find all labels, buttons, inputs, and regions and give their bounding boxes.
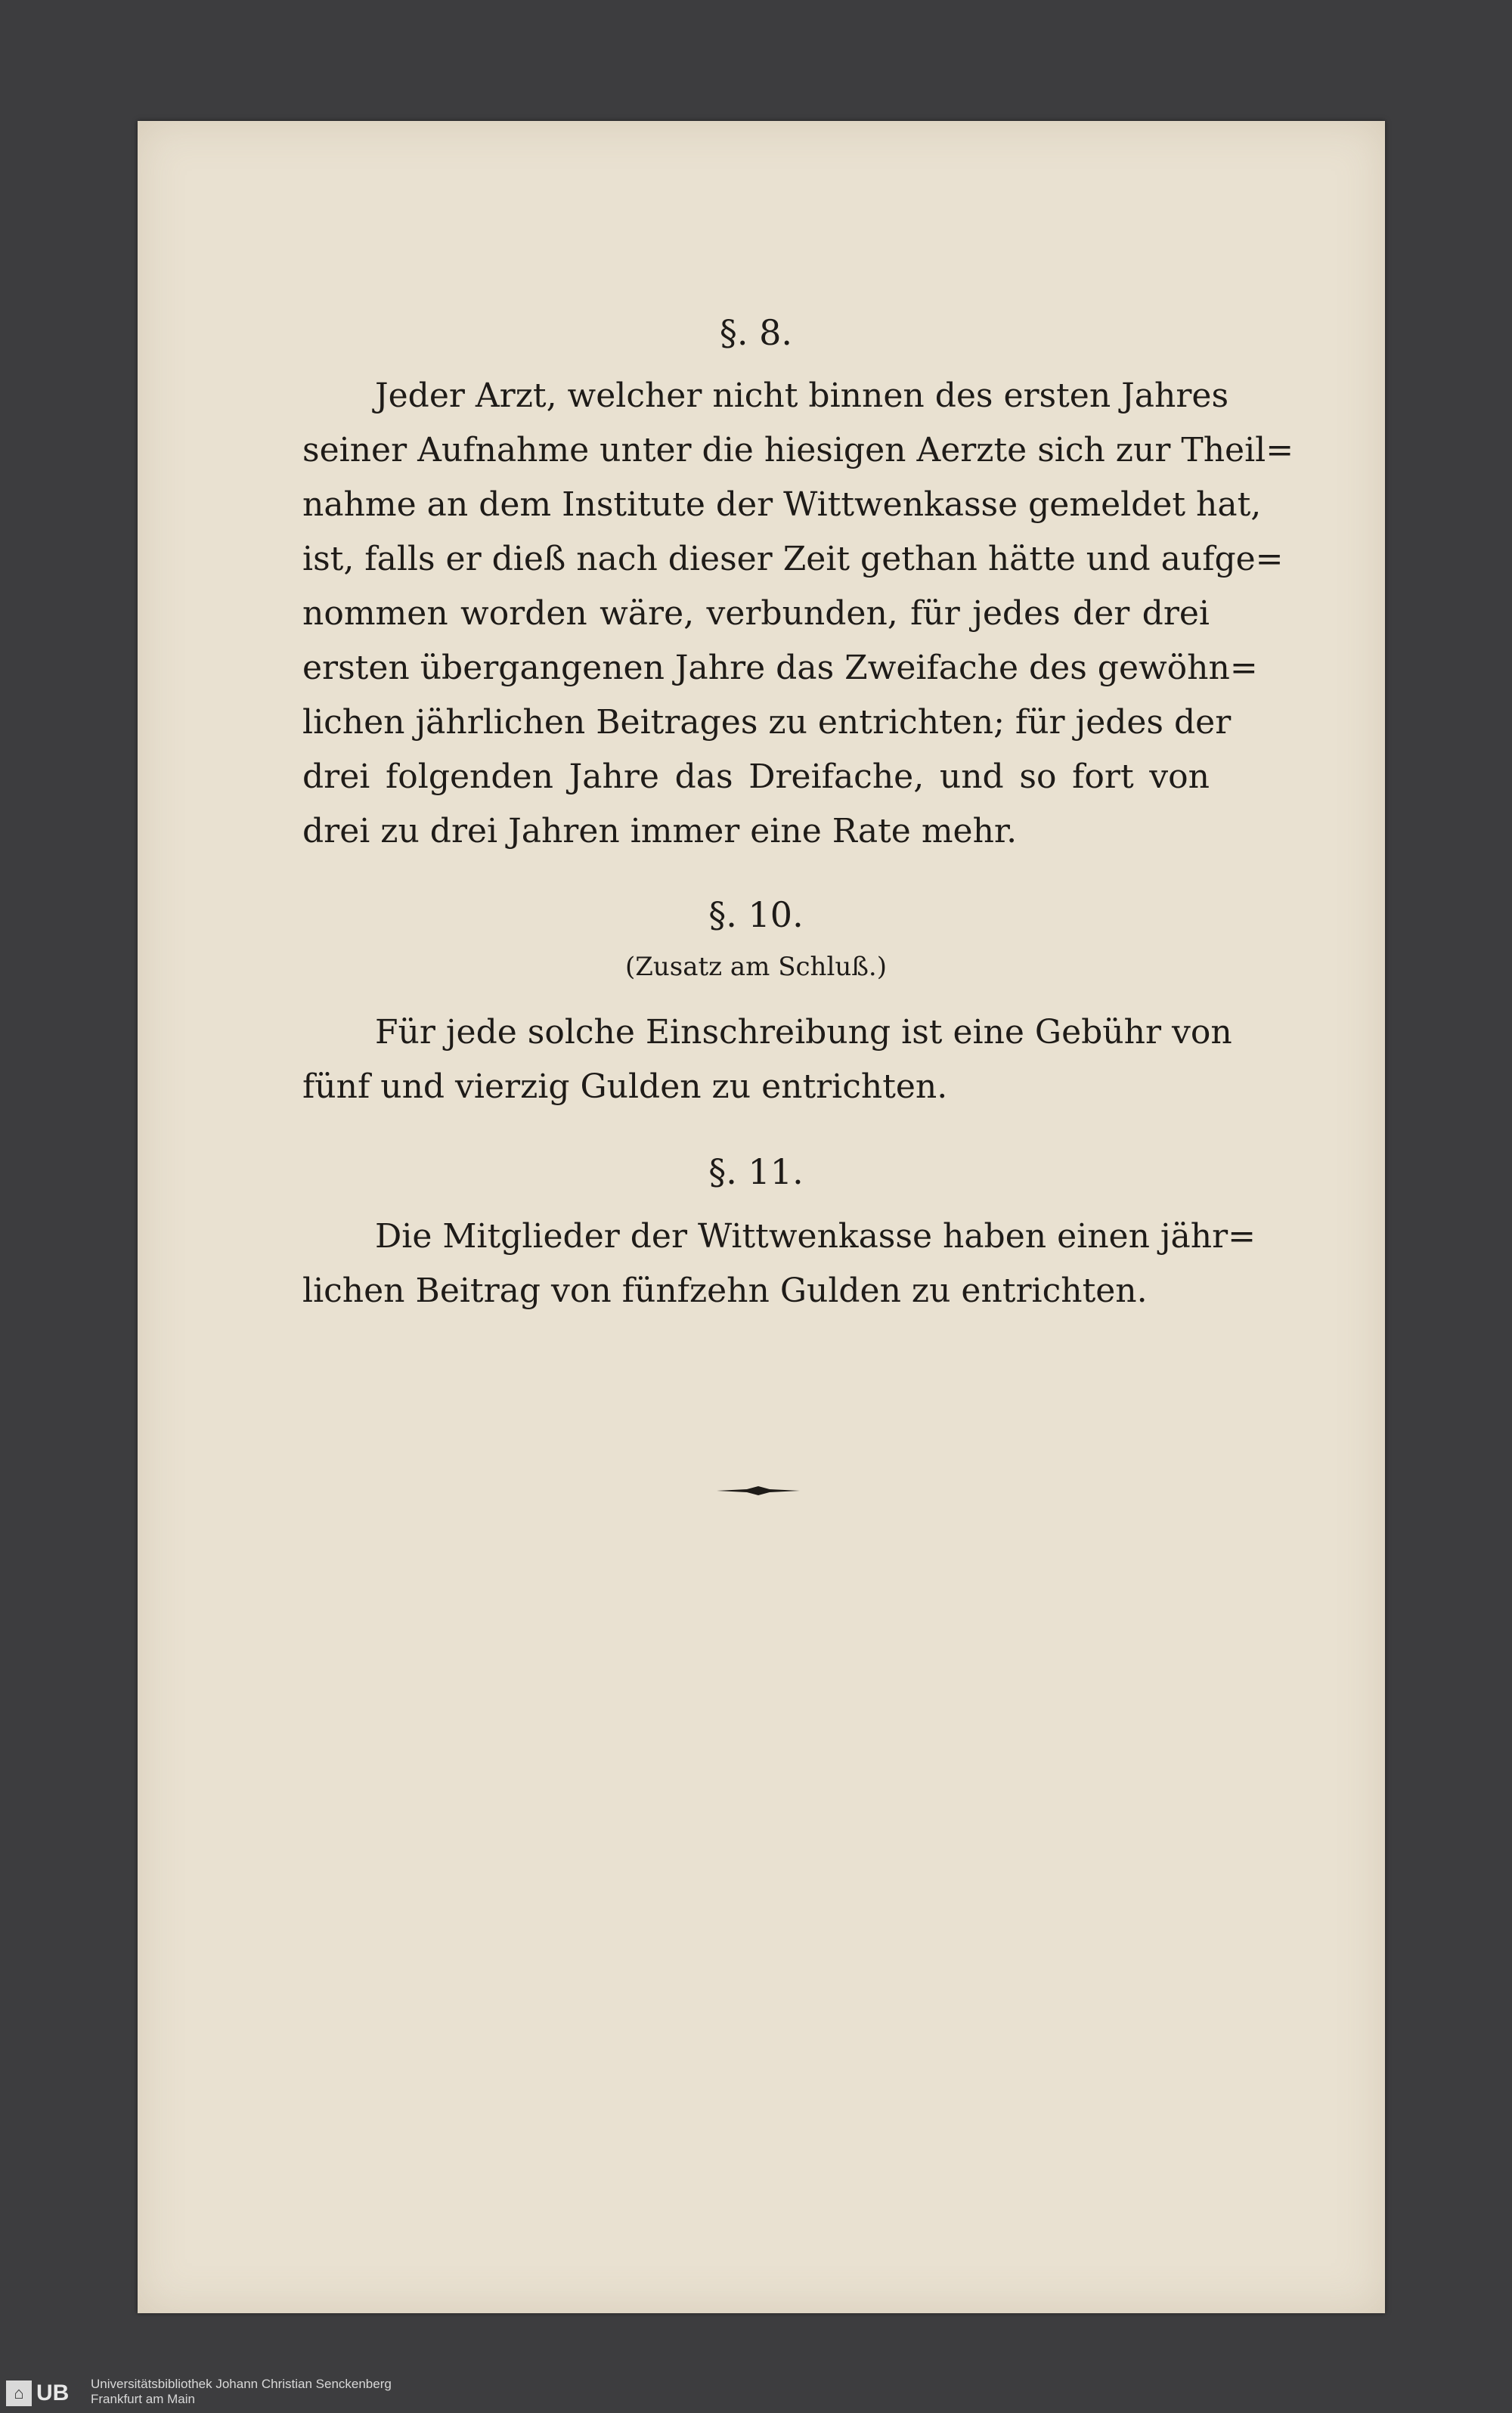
text-line: Für jede solche Einschreibung ist eine Gebühr von (375, 1013, 1232, 1052)
section-11 (302, 1149, 1210, 1194)
text-line: drei zu drei Jahren immer eine Rate mehr. (302, 812, 1018, 850)
text-line: Die Mitglieder der Wittwenkasse haben einen jähr= (375, 1217, 1256, 1256)
footer-line-2: Frankfurt am Main (91, 2392, 195, 2406)
section-heading: §. 10. (708, 894, 804, 935)
logo-text: UB (36, 2380, 70, 2405)
text-line: seiner Aufnahme unter die hiesigen Aerzte sich zur Theil= (302, 431, 1294, 469)
ornament-divider-icon (717, 1485, 800, 1496)
ub-logo (6, 2378, 82, 2408)
section-heading: §. 11. (708, 1151, 804, 1192)
section-10-paragraph (302, 1005, 1232, 1114)
section-11-paragraph (302, 1210, 1256, 1318)
text-line: ersten übergangenen Jahre das Zweifache des gewöhn= (302, 649, 1258, 687)
section-heading: §. 8. (719, 312, 793, 353)
text-line: nahme an dem Institute der Wittwenkasse gemeldet hat, (302, 485, 1262, 524)
text-line: ist, falls er dieß nach dieser Zeit gethan hätte und aufge= (302, 540, 1284, 578)
footer-credit (91, 2377, 392, 2407)
section-subtitle: (Zusatz am Schluß.) (625, 952, 887, 982)
text-line: fünf und vierzig Gulden zu entrichten. (302, 1067, 948, 1106)
section-10 (302, 892, 1210, 986)
text-line: lichen jährlichen Beitrages zu entrichten; für jedes der (302, 703, 1232, 742)
section-8 (302, 310, 1210, 355)
section-8-paragraph (302, 369, 1294, 859)
text-line: Jeder Arzt, welcher nicht binnen des ersten Jahres (375, 376, 1229, 415)
library-icon: ⌂ (6, 2380, 32, 2406)
footer-line-1: Universitätsbibliothek Johann Christian Senckenberg (91, 2377, 392, 2391)
footer-bar (0, 2372, 1512, 2413)
text-line: lichen Beitrag von fünfzehn Gulden zu entrichten. (302, 1272, 1148, 1310)
text-line: nommen worden wäre, verbunden, für jedes der drei (302, 594, 1210, 633)
text-line: drei folgenden Jahre das Dreifache, und so fort von (302, 757, 1210, 796)
